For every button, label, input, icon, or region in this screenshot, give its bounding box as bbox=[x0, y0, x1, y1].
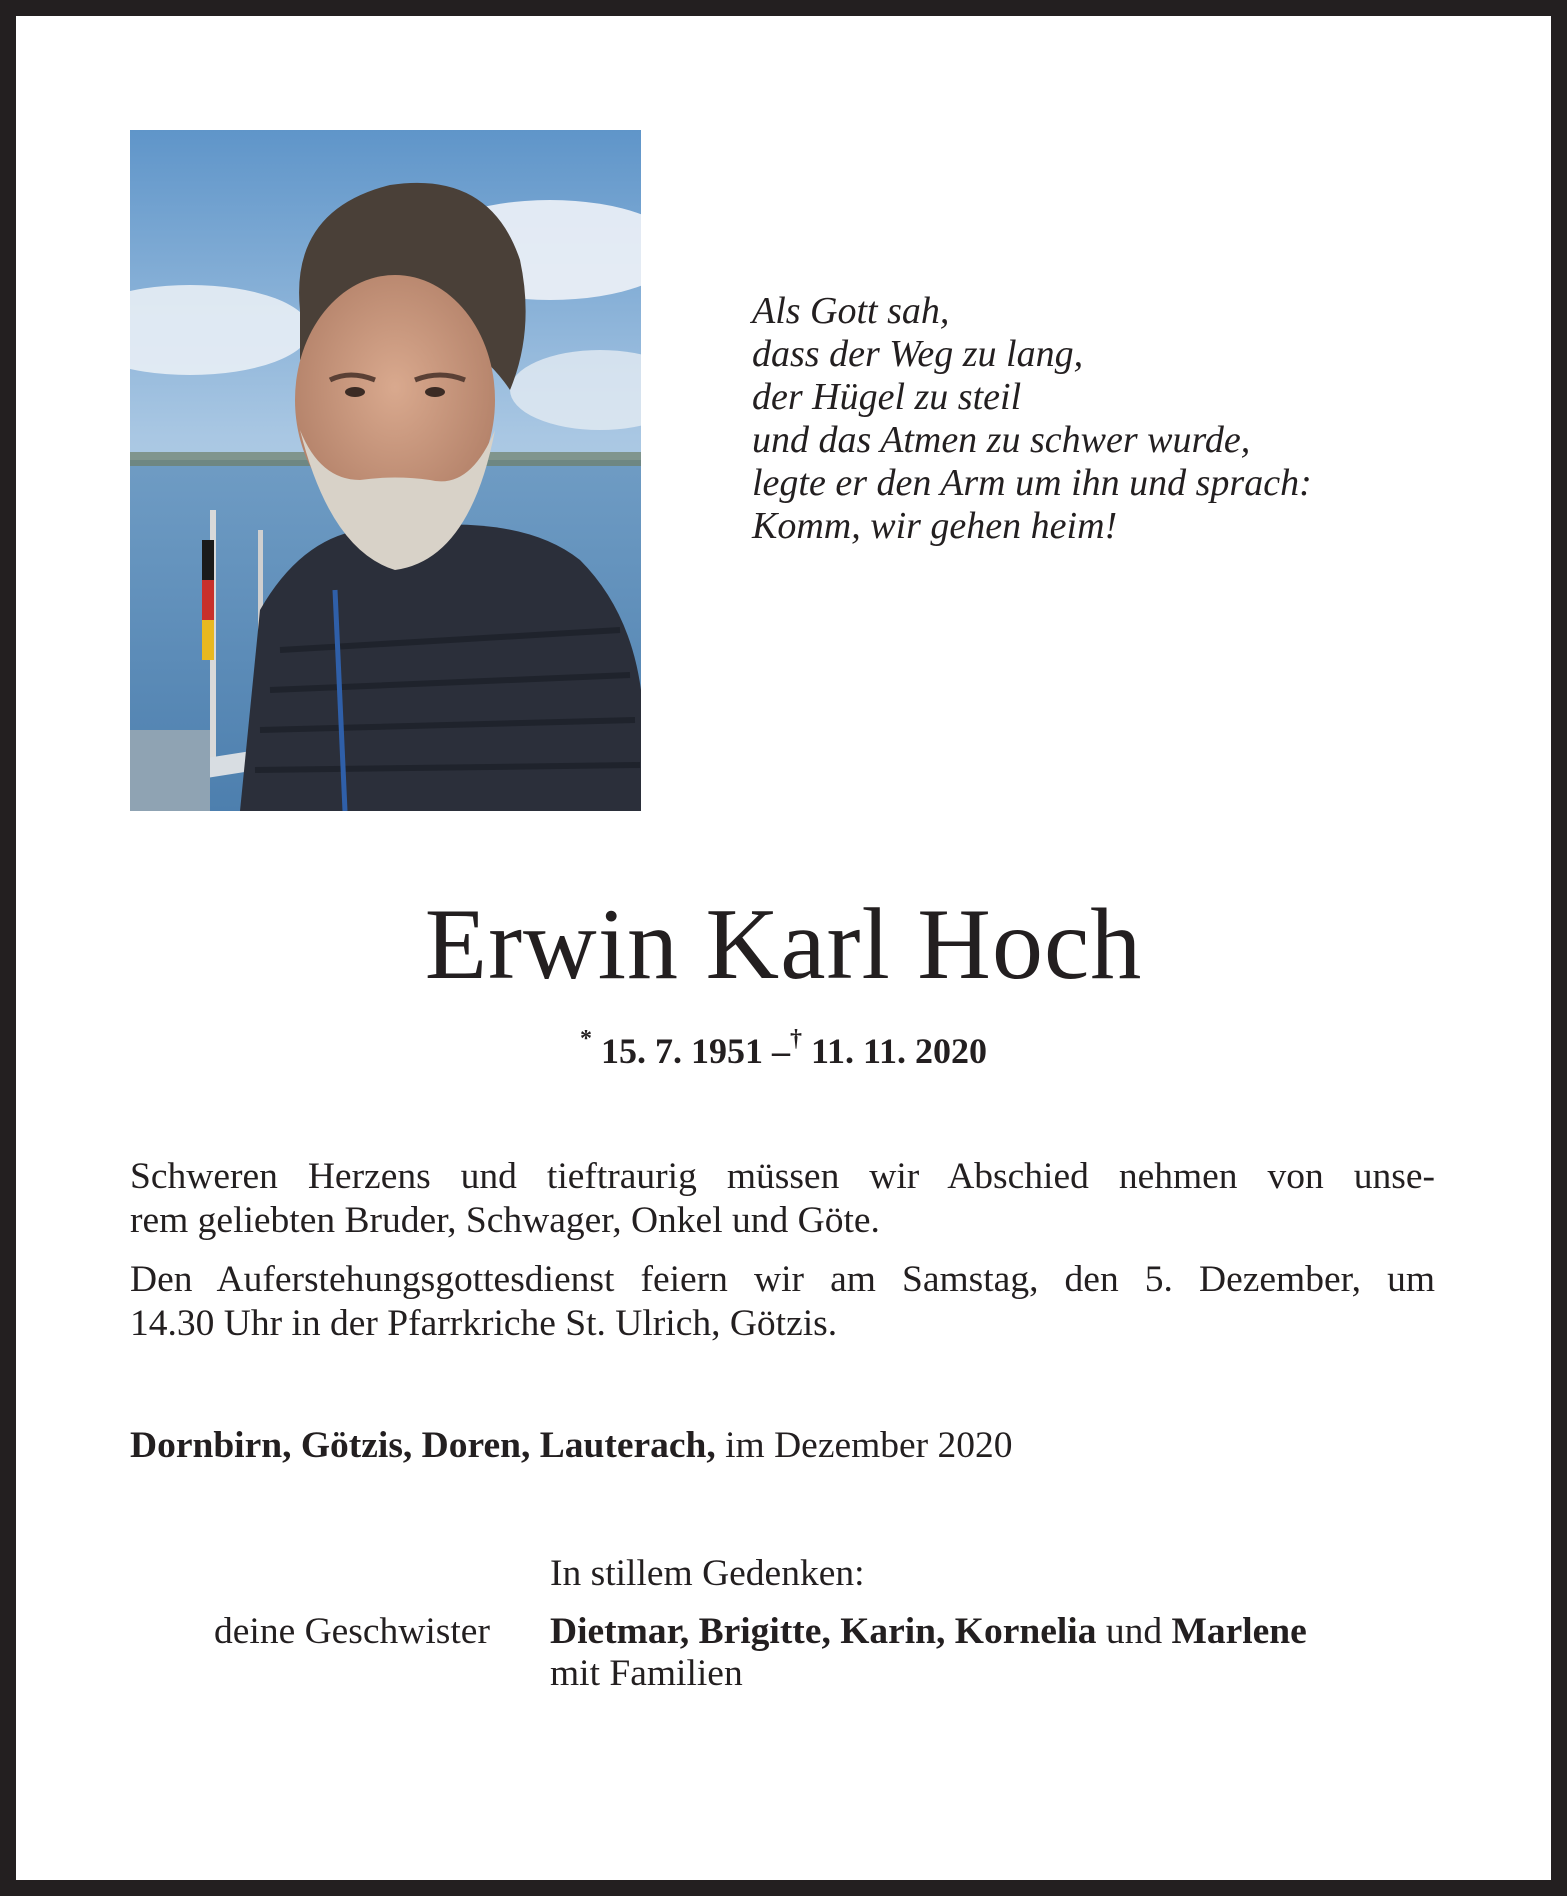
birth-symbol: * bbox=[579, 1026, 592, 1052]
life-dates bbox=[0, 1026, 1567, 1072]
poem bbox=[752, 290, 1312, 548]
birth-date: 15. 7. 1951 bbox=[600, 1031, 763, 1071]
sibling-name: Dietmar, bbox=[550, 1611, 690, 1652]
sibling-name: Kornelia bbox=[954, 1611, 1097, 1652]
deceased-name: Erwin Karl Hoch bbox=[424, 888, 1143, 1001]
paragraph-line: Schweren Herzens und tieftraurig müssen wir Abschied nehmen von unse- bbox=[130, 1156, 1435, 1197]
poem-line: Als Gott sah, bbox=[752, 290, 950, 332]
poem-line: der Hügel zu steil bbox=[752, 376, 1022, 418]
death-symbol: † bbox=[789, 1026, 802, 1052]
place-and-date bbox=[130, 1424, 1013, 1467]
poem-line: und das Atmen zu schwer wurde, bbox=[752, 419, 1251, 461]
portrait-image bbox=[130, 130, 641, 811]
sibling-name: Karin, bbox=[840, 1611, 946, 1652]
death-date: 11. 11. 2020 bbox=[810, 1031, 988, 1071]
memorial-heading: In stillem Gedenken: bbox=[550, 1553, 865, 1594]
siblings-names bbox=[550, 1610, 1307, 1653]
places: Dornbirn, Götzis, Doren, Lauterach, bbox=[130, 1425, 716, 1466]
date-separator: – bbox=[771, 1031, 790, 1071]
paragraph-line: rem geliebten Bruder, Schwager, Onkel und Göte. bbox=[130, 1200, 880, 1241]
poem-line: legte er den Arm um ihn und sprach: bbox=[752, 462, 1312, 504]
and-word: und bbox=[1105, 1611, 1163, 1652]
paragraph-line: Den Auferstehungsgottesdienst feiern wir am Samstag, den 5. Dezember, um bbox=[130, 1259, 1435, 1300]
siblings-label: deine Geschwister bbox=[214, 1611, 490, 1652]
sibling-name: Brigitte, bbox=[698, 1611, 831, 1652]
announcement-paragraph bbox=[130, 1155, 1435, 1243]
sibling-name: Marlene bbox=[1171, 1611, 1307, 1652]
poem-line: dass der Weg zu lang, bbox=[752, 333, 1084, 375]
portrait-photo bbox=[130, 130, 641, 811]
date-text: im Dezember 2020 bbox=[725, 1425, 1013, 1466]
service-paragraph bbox=[130, 1258, 1435, 1346]
families-text: mit Familien bbox=[550, 1653, 743, 1694]
poem-line: Komm, wir gehen heim! bbox=[752, 505, 1118, 547]
paragraph-line: 14.30 Uhr in der Pfarrkriche St. Ulrich, Götzis. bbox=[130, 1303, 838, 1344]
